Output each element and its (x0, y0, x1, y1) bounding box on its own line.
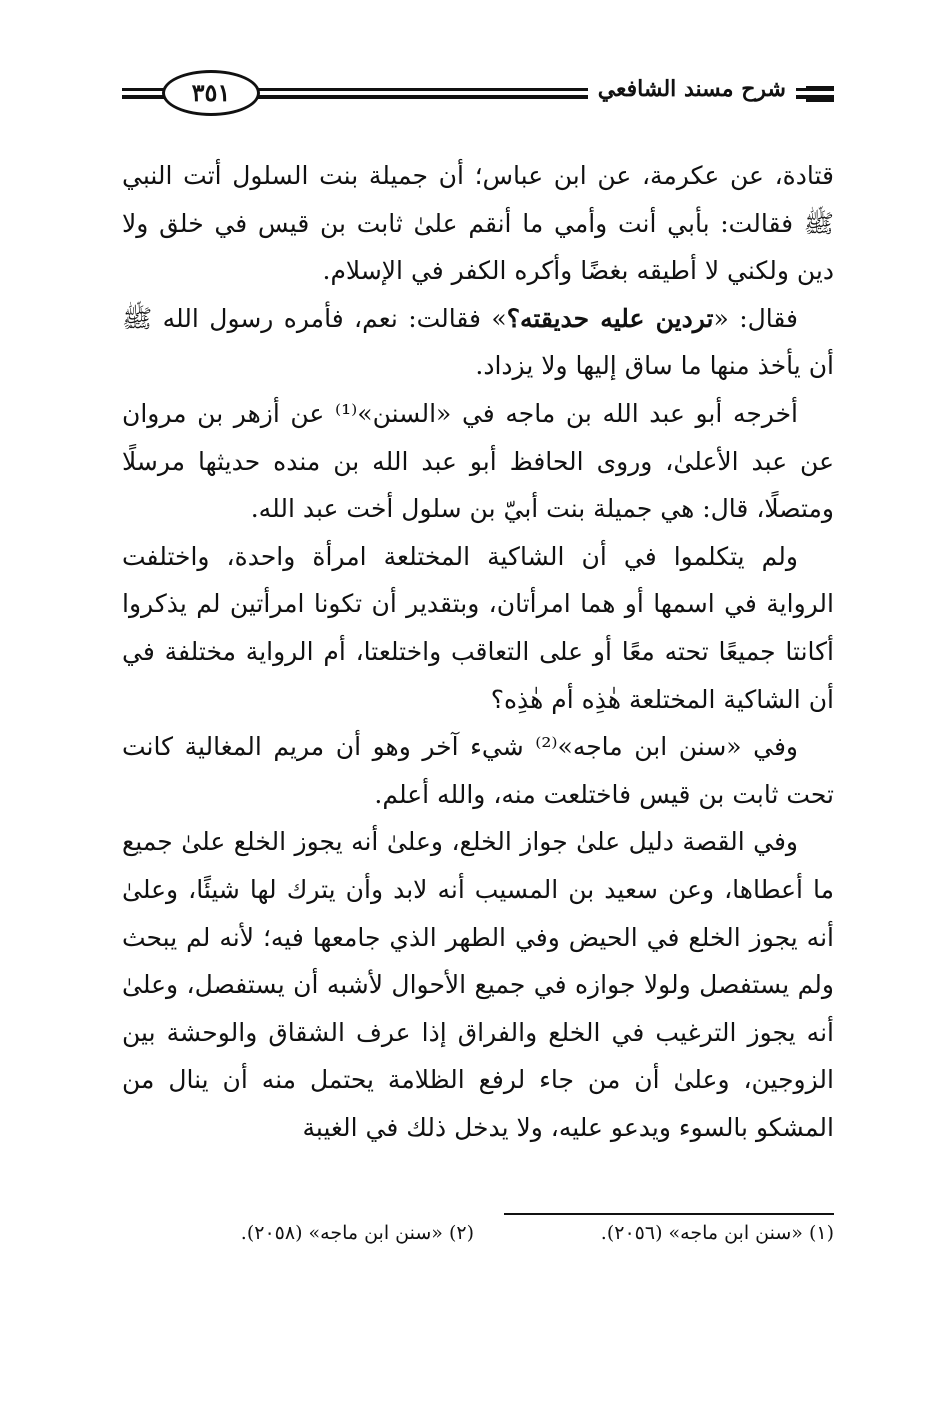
header-rule-left-lower (122, 96, 166, 99)
page-number-frame (162, 70, 258, 114)
paragraph-3: أخرجه أبو عبد الله بن ماجه في «السنن»⁽¹⁾ عن أزهر بن مروان عن عبد الأعلىٰ، وروى الحافظ أبو عبد الله بن منده حديثها مرسلًا ومتصلًا، قال: هي جميلة بنت أبيّ بن سلول أخت عبد الله. (122, 398, 834, 524)
header-ornament (806, 86, 834, 102)
paragraph-2 (122, 295, 834, 390)
page-number: ٣٥١ (162, 70, 260, 116)
paragraph-5: وفي «سنن ابن ماجه»⁽²⁾ شيء آخر وهو أن مريم المغالية كانت تحت ثابت بن قيس فاختلعت منه، والله أعلم. (122, 732, 834, 809)
main-text (122, 152, 834, 1151)
paragraph-2-end: » فقالت: نعم، فأمره رسول الله ﷺ أن يأخذ منها ما ساق إليها ولا يزداد. (122, 303, 834, 381)
paragraph-1: قتادة، عن عكرمة، عن ابن عباس؛ أن جميلة بنت السلول أتت النبي ﷺ فقالت: بأبي أنت وأمي ما أنقم علىٰ ثابت بن قيس في خلق ولا دين ولكني لا أطيقه بغضًا وأكره الكفر في الإسلام. (122, 161, 834, 286)
paragraph-2-start: فقال: « (713, 303, 798, 333)
running-title: شرح مسند الشافعي (588, 76, 796, 102)
footnotes (140, 1222, 834, 1258)
footnote-separator (504, 1213, 834, 1215)
paragraph-6: وفي القصة دليل علىٰ جواز الخلع، وعلىٰ أنه يجوز الخلع علىٰ جميع ما أعطاها، وعن سعيد بن المسيب أنه لابد وأن يترك لها شيئًا، وعلىٰ أنه يجوز الخلع في الحيض وفي الطهر الذي جامعها فيه؛ لأنه لم يبحث ولم يستفصل ولولا جوازه في جميع الأحوال لأشبه أن يستفصل، وعلىٰ أنه يجوز الترغيب في الخلع والفراق إذا عرف الشقاق والوحشة بين الزوجين، وعلىٰ أن من جاء لرفع الظلامة يحتمل منه أن ينال من المشكو بالسوء ويدعو عليه، ولا يدخل ذلك في الغيبة (122, 827, 834, 1142)
header-rule-left (122, 88, 166, 96)
page-header (122, 70, 834, 122)
footnote-2: (٢) «سنن ابن ماجه» (٢٠٥٨). (240, 1222, 474, 1244)
paragraph-4: ولم يتكلموا في أن الشاكية المختلعة امرأة واحدة، واختلفت الرواية في اسمها أو هما امرأتان، وبتقدير أن تكونا امرأتين لم يذكروا أكانتا جميعًا تحته معًا أو على التعاقب واختلعتا، أم الرواية مختلفة في أن الشاكية المختلعة هٰذِه أم هٰذِه؟ (122, 541, 835, 714)
footnote-1: (١) «سنن ابن ماجه» (٢٠٥٦). (600, 1222, 834, 1244)
hadith-quote: تردين عليه حديقته؟ (506, 303, 714, 333)
